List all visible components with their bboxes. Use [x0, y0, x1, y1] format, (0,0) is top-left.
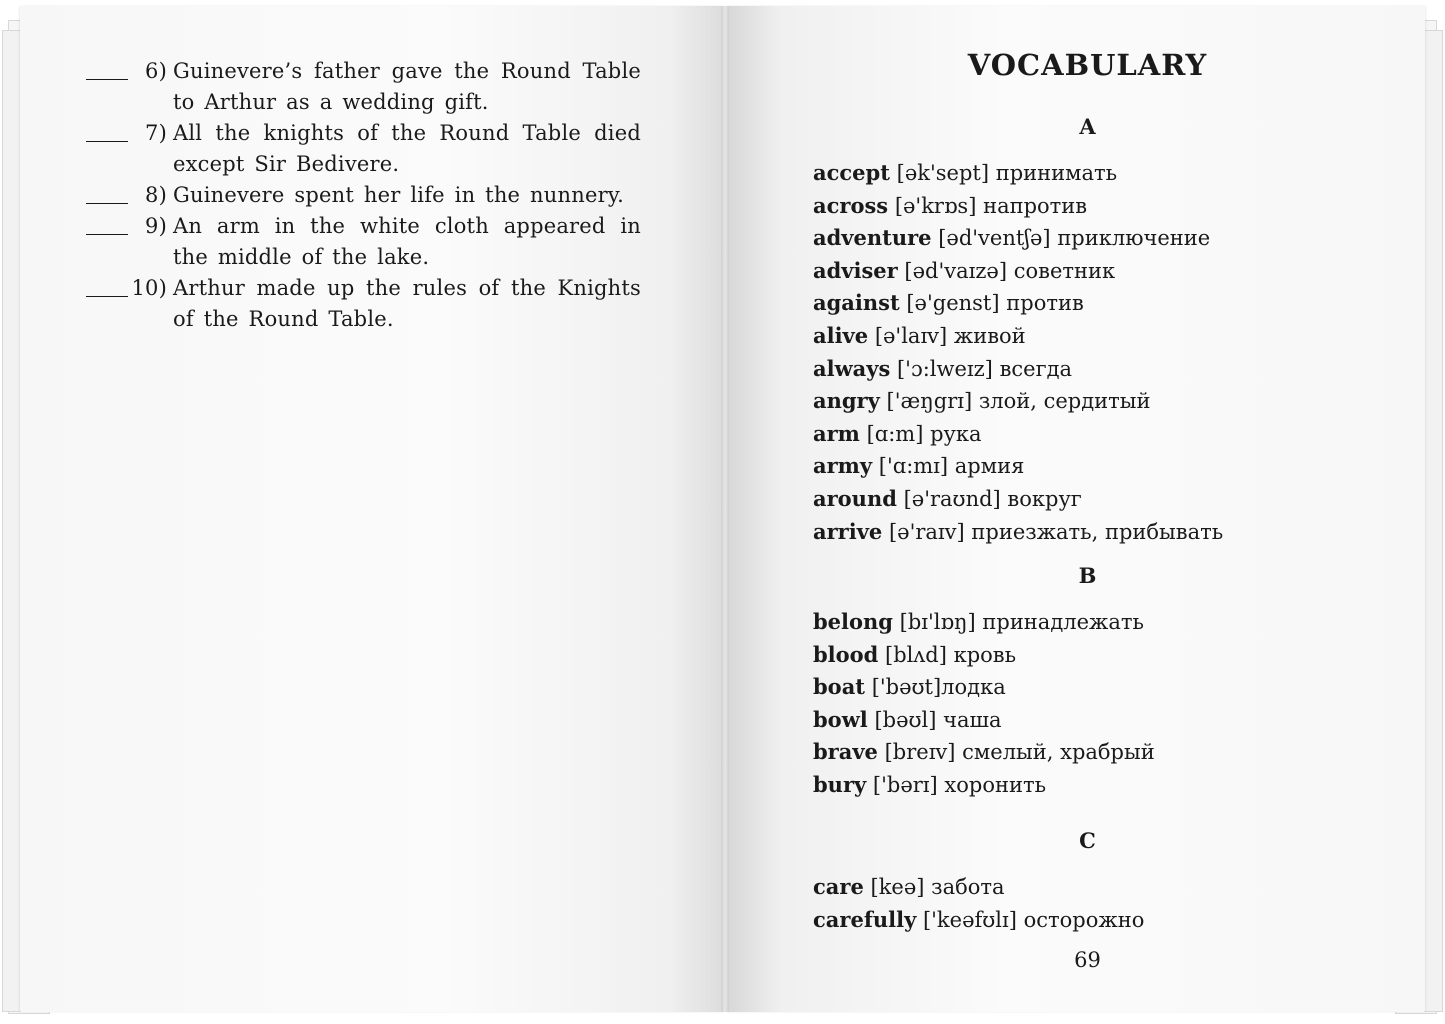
answer-blank[interactable] [86, 273, 130, 304]
vocab-translation: чаша [943, 707, 1002, 732]
vocab-translation: против [1006, 291, 1084, 316]
exercise-item [86, 180, 641, 211]
exercise-item [86, 56, 641, 118]
vocab-entry [813, 639, 1333, 672]
vocab-translation: хоронить [944, 772, 1047, 797]
item-number: 7) [145, 121, 167, 145]
vocab-entry [813, 671, 1333, 704]
vocab-entry [813, 157, 1333, 190]
vocab-ipa: [əd'ventʃə] [938, 226, 1051, 251]
section-letter-a: A [1079, 114, 1096, 139]
vocab-word: carefully [813, 906, 917, 932]
vocab-ipa: [breɪv] [884, 740, 956, 765]
vocab-word: brave [813, 739, 878, 765]
vocab-ipa: ['ɑ:mɪ] [878, 454, 949, 479]
item-text: All the knights of the Round Table died except Sir Bedivere. [173, 121, 641, 176]
vocab-translation: кровь [953, 642, 1017, 667]
vocabulary-title: VOCABULARY [967, 48, 1208, 82]
vocab-translation: смелый, храбрый [962, 740, 1155, 765]
item-text: Guinevere’s father gave the Round Table to Arthur as a wedding gift. [173, 59, 641, 114]
vocab-ipa: [ɑ:m] [866, 421, 924, 446]
vocab-entry [813, 255, 1333, 288]
item-number: 10) [131, 276, 167, 300]
exercise-item [86, 118, 641, 180]
vocab-translation: принимать [995, 161, 1118, 185]
vocab-word: accept [813, 160, 890, 185]
vocab-word: adviser [813, 257, 898, 283]
vocab-ipa: [ə'raɪv] [888, 519, 965, 544]
vocab-word: army [813, 453, 873, 479]
vocab-section-c [813, 871, 1333, 936]
item-number: 8) [145, 183, 167, 207]
vocab-section-b [813, 606, 1333, 802]
vocab-section-a [813, 157, 1333, 548]
vocab-entry [813, 222, 1333, 255]
vocab-word: across [813, 192, 889, 218]
vocab-entry [813, 385, 1333, 418]
vocab-word: care [813, 874, 864, 899]
vocab-ipa: ['æŋgrɪ] [886, 389, 973, 414]
book-spine [721, 6, 729, 1012]
vocab-translation: вокруг [1007, 486, 1082, 511]
item-number: 9) [145, 214, 167, 238]
vocab-entry [813, 418, 1333, 451]
vocab-ipa: [ə'laɪv] [874, 323, 948, 348]
item-text: Arthur made up the rules of the Knights of the Round Table. [173, 276, 641, 331]
vocab-ipa: ['ɔ:lweɪz] [896, 356, 993, 381]
vocab-word: bury [813, 771, 867, 797]
page-number: 69 [1074, 948, 1101, 972]
vocab-translation: принадлежать [982, 610, 1144, 634]
vocab-translation: армия [954, 454, 1025, 479]
vocab-ipa: [ə'raʊnd] [903, 486, 1001, 511]
answer-blank[interactable] [86, 211, 130, 242]
vocab-word: arrive [813, 518, 883, 544]
vocab-entry [813, 450, 1333, 483]
vocab-word: adventure [813, 225, 932, 251]
vocab-entry [813, 287, 1333, 320]
vocab-entry [813, 353, 1333, 386]
vocab-translation: осторожно [1023, 907, 1145, 932]
vocab-translation: забота [931, 875, 1005, 899]
vocab-translation: советник [1013, 258, 1116, 283]
vocab-translation: злой, сердитый [978, 389, 1151, 414]
vocab-entry [813, 190, 1333, 223]
vocab-word: belong [813, 609, 893, 634]
vocab-ipa: [blʌd] [885, 642, 947, 667]
vocab-ipa: ['bərɪ] [872, 772, 938, 797]
vocab-ipa: [ə'genst] [906, 291, 1000, 316]
vocab-entry [813, 606, 1333, 639]
section-letter-c: C [1079, 828, 1096, 853]
vocab-entry [813, 483, 1333, 516]
exercise-item [86, 211, 641, 273]
vocab-entry [813, 871, 1333, 904]
vocab-entry [813, 320, 1333, 353]
vocab-translation: живой [953, 323, 1026, 348]
section-letter-b: B [1078, 563, 1097, 588]
vocab-entry [813, 704, 1333, 737]
vocab-word: blood [813, 641, 879, 667]
vocab-ipa: [bəʊl] [874, 707, 937, 732]
vocab-entry [813, 736, 1333, 769]
vocab-word: against [813, 290, 900, 316]
vocab-entry [813, 904, 1333, 937]
vocab-translation: приезжать, прибывать [971, 519, 1224, 544]
answer-blank[interactable] [86, 118, 130, 149]
vocab-ipa: [ə'krɒs] [894, 193, 977, 218]
vocab-word: angry [813, 388, 880, 414]
exercise-item [86, 273, 641, 335]
vocab-word: bowl [813, 706, 868, 732]
item-text: Guinevere spent her life in the nunnery. [173, 183, 624, 207]
item-text: An arm in the white cloth appeared in the middle of the lake. [173, 214, 641, 269]
vocab-ipa: [ək'sept] [896, 161, 990, 185]
vocab-translation: приключение [1057, 226, 1211, 251]
vocab-entry [813, 516, 1333, 549]
vocab-word: always [813, 355, 891, 381]
vocab-word: around [813, 485, 897, 511]
vocab-word: alive [813, 322, 869, 348]
vocab-ipa: [keə] [870, 875, 925, 899]
exercise-list [86, 56, 641, 335]
answer-blank[interactable] [86, 56, 130, 87]
answer-blank[interactable] [86, 180, 130, 211]
vocab-ipa: [əd'vaɪzə] [904, 258, 1008, 283]
vocab-translation: рука [930, 421, 982, 446]
vocab-word: boat [813, 674, 865, 700]
vocab-word: arm [813, 420, 860, 446]
vocab-ipa: ['keəfʊlɪ] [922, 907, 1017, 932]
vocab-ipa: [bɪ'lɒŋ] [899, 610, 976, 634]
vocab-ipa: ['bəʊt]лодка [871, 675, 1006, 700]
item-number: 6) [145, 59, 167, 83]
vocab-translation: напротив [983, 193, 1088, 218]
vocab-entry [813, 769, 1333, 802]
vocab-translation: всегда [999, 356, 1073, 381]
